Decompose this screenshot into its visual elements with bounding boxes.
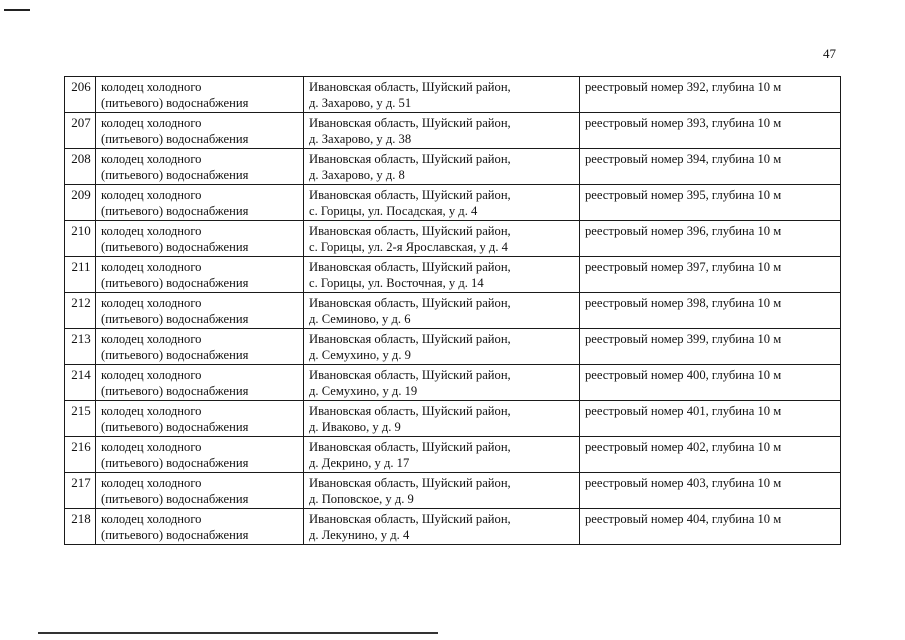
address-line: Ивановская область, Шуйский район, — [309, 332, 511, 346]
row-number: 212 — [65, 293, 96, 329]
address-line: д. Лекунино, у д. 4 — [309, 528, 410, 542]
table-row — [65, 77, 841, 113]
object-name-line: колодец холодного — [101, 188, 202, 202]
object-name-cell — [96, 365, 304, 401]
address-line: д. Поповское, у д. 9 — [309, 492, 414, 506]
address-line: с. Горицы, ул. Посадская, у д. 4 — [309, 204, 478, 218]
table-row — [65, 401, 841, 437]
address-cell — [304, 293, 580, 329]
address-line: д. Семиново, у д. 6 — [309, 312, 411, 326]
object-name-line: (питьевого) водоснабжения — [101, 456, 249, 470]
object-name-line: (питьевого) водоснабжения — [101, 312, 249, 326]
object-name-line: колодец холодного — [101, 440, 202, 454]
object-name-cell — [96, 329, 304, 365]
address-cell — [304, 221, 580, 257]
object-name-cell — [96, 149, 304, 185]
object-name-cell — [96, 293, 304, 329]
row-number: 207 — [65, 113, 96, 149]
table-row — [65, 113, 841, 149]
object-name-line: (питьевого) водоснабжения — [101, 240, 249, 254]
address-cell — [304, 473, 580, 509]
address-line: Ивановская область, Шуйский район, — [309, 476, 511, 490]
address-line: д. Декрино, у д. 17 — [309, 456, 410, 470]
table-row — [65, 293, 841, 329]
object-name-line: (питьевого) водоснабжения — [101, 204, 249, 218]
address-line: д. Захарово, у д. 51 — [309, 96, 412, 110]
row-number: 213 — [65, 329, 96, 365]
table-row — [65, 473, 841, 509]
address-line: д. Иваково, у д. 9 — [309, 420, 401, 434]
address-line: д. Семухино, у д. 19 — [309, 384, 418, 398]
address-cell — [304, 257, 580, 293]
registry-note-cell: реестровый номер 393, глубина 10 м — [580, 113, 841, 149]
row-number: 217 — [65, 473, 96, 509]
object-name-cell — [96, 221, 304, 257]
registry-table-body — [65, 77, 841, 545]
address-line: с. Горицы, ул. 2-я Ярославская, у д. 4 — [309, 240, 508, 254]
row-number: 209 — [65, 185, 96, 221]
registry-note-cell: реестровый номер 395, глубина 10 м — [580, 185, 841, 221]
object-name-line: колодец холодного — [101, 152, 202, 166]
row-number: 218 — [65, 509, 96, 545]
table-row — [65, 149, 841, 185]
table-row — [65, 221, 841, 257]
address-cell — [304, 509, 580, 545]
object-name-line: колодец холодного — [101, 296, 202, 310]
object-name-line: колодец холодного — [101, 476, 202, 490]
address-line: Ивановская область, Шуйский район, — [309, 368, 511, 382]
object-name-line: колодец холодного — [101, 224, 202, 238]
address-cell — [304, 437, 580, 473]
row-number: 206 — [65, 77, 96, 113]
object-name-line: (питьевого) водоснабжения — [101, 492, 249, 506]
row-number: 215 — [65, 401, 96, 437]
registry-note-cell: реестровый номер 403, глубина 10 м — [580, 473, 841, 509]
row-number: 210 — [65, 221, 96, 257]
table-row — [65, 329, 841, 365]
page-number: 47 — [823, 46, 836, 61]
object-name-line: (питьевого) водоснабжения — [101, 420, 249, 434]
address-line: Ивановская область, Шуйский район, — [309, 296, 511, 310]
table-row — [65, 365, 841, 401]
registry-note-cell: реестровый номер 404, глубина 10 м — [580, 509, 841, 545]
object-name-cell — [96, 77, 304, 113]
address-line: Ивановская область, Шуйский район, — [309, 188, 511, 202]
object-name-line: (питьевого) водоснабжения — [101, 384, 249, 398]
address-cell — [304, 401, 580, 437]
address-cell — [304, 185, 580, 221]
object-name-cell — [96, 473, 304, 509]
registry-note-cell: реестровый номер 397, глубина 10 м — [580, 257, 841, 293]
object-name-line: колодец холодного — [101, 368, 202, 382]
address-cell — [304, 365, 580, 401]
address-cell — [304, 77, 580, 113]
row-number: 208 — [65, 149, 96, 185]
table-row — [65, 437, 841, 473]
object-name-line: (питьевого) водоснабжения — [101, 168, 249, 182]
object-name-line: колодец холодного — [101, 404, 202, 418]
address-line: д. Захарово, у д. 8 — [309, 168, 405, 182]
object-name-cell — [96, 437, 304, 473]
table-row — [65, 185, 841, 221]
registry-note-cell: реестровый номер 396, глубина 10 м — [580, 221, 841, 257]
address-line: Ивановская область, Шуйский район, — [309, 224, 511, 238]
object-name-line: колодец холодного — [101, 260, 202, 274]
registry-note-cell: реестровый номер 401, глубина 10 м — [580, 401, 841, 437]
table-row — [65, 509, 841, 545]
registry-note-cell: реестровый номер 399, глубина 10 м — [580, 329, 841, 365]
row-number: 216 — [65, 437, 96, 473]
object-name-line: (питьевого) водоснабжения — [101, 348, 249, 362]
object-name-line: (питьевого) водоснабжения — [101, 528, 249, 542]
object-name-line: (питьевого) водоснабжения — [101, 96, 249, 110]
registry-note-cell: реестровый номер 392, глубина 10 м — [580, 77, 841, 113]
object-name-cell — [96, 509, 304, 545]
address-line: Ивановская область, Шуйский район, — [309, 404, 511, 418]
object-name-line: колодец холодного — [101, 80, 202, 94]
address-line: Ивановская область, Шуйский район, — [309, 512, 511, 526]
address-line: Ивановская область, Шуйский район, — [309, 116, 511, 130]
object-name-cell — [96, 185, 304, 221]
address-cell — [304, 113, 580, 149]
address-line: Ивановская область, Шуйский район, — [309, 260, 511, 274]
object-name-cell — [96, 257, 304, 293]
object-name-line: колодец холодного — [101, 512, 202, 526]
object-name-line: (питьевого) водоснабжения — [101, 276, 249, 290]
registry-note-cell: реестровый номер 398, глубина 10 м — [580, 293, 841, 329]
address-line: Ивановская область, Шуйский район, — [309, 152, 511, 166]
address-line: д. Захарово, у д. 38 — [309, 132, 412, 146]
row-number: 214 — [65, 365, 96, 401]
object-name-line: колодец холодного — [101, 116, 202, 130]
object-name-cell — [96, 113, 304, 149]
registry-note-cell: реестровый номер 400, глубина 10 м — [580, 365, 841, 401]
address-line: Ивановская область, Шуйский район, — [309, 440, 511, 454]
row-number: 211 — [65, 257, 96, 293]
object-name-line: (питьевого) водоснабжения — [101, 132, 249, 146]
address-line: д. Семухино, у д. 9 — [309, 348, 411, 362]
address-cell — [304, 149, 580, 185]
registry-note-cell: реестровый номер 402, глубина 10 м — [580, 437, 841, 473]
object-name-line: колодец холодного — [101, 332, 202, 346]
corner-mark — [4, 9, 30, 11]
registry-note-cell: реестровый номер 394, глубина 10 м — [580, 149, 841, 185]
address-cell — [304, 329, 580, 365]
table-row — [65, 257, 841, 293]
registry-table — [64, 76, 841, 545]
object-name-cell — [96, 401, 304, 437]
address-line: с. Горицы, ул. Восточная, у д. 14 — [309, 276, 484, 290]
address-line: Ивановская область, Шуйский район, — [309, 80, 511, 94]
footer-rule — [38, 632, 438, 634]
